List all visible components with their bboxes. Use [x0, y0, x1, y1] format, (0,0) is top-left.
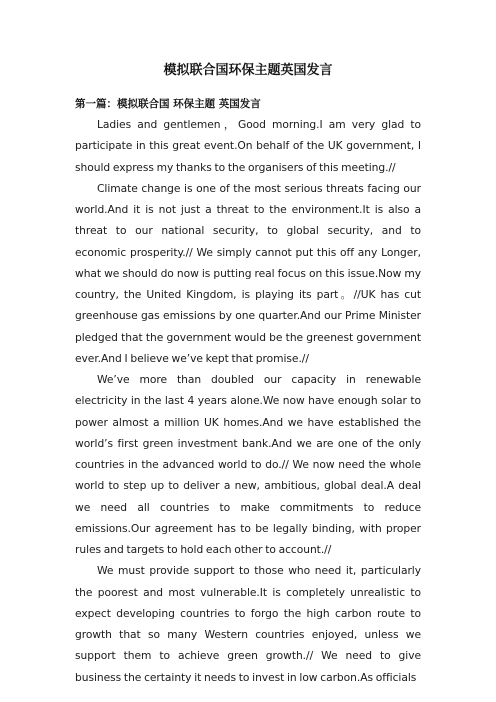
paragraph-3: We’ve more than doubled our capacity in renewable electricity in the last 4 years alone.We now have enough solar to power almost a million UK homes.And we have established the world’s first green investment bank.And we are one of the only countries in the advanced world to do.// We now need the whole world to step up to deliver a new, ambitious, global deal.A deal we need all countries to make commitments to reduce emissions.Our agreement has to be legally binding, with proper rules and targets to hold each other to account.//	[75, 373, 421, 556]
document-title: 模拟联合国环保主题英国发言	[163, 63, 333, 78]
paragraph-4: We must provide support to those who need it, particularly the poorest and most vulnerable.It is completely unrealistic to expect developing countries to forgo the high carbon route to growth that so many Western countries enjoyed, unless we support them to achieve green growth.// We need to give business the certainty it needs to invest in low carbon.As officials	[75, 564, 421, 684]
paragraph-2: Climate change is one of the most serious threats facing our world.And it is not just a threat to the environment.It is also a threat to our national security, to global security, and to economic prosperity.// We simply cannot put this off any Longer, what we should do now is putting real focus on this issue.Now my country, the United Kingdom, is playing its part。//UK has cut greenhouse gas emissions by one quarter.And our Prime Minister pledged that the government would be the greenest government ever.And I believe we’ve kept that promise.//	[75, 181, 421, 365]
paragraph-1: Ladies and gentlemen，Good morning.I am very glad to participate in this great event.On behalf of the UK government, I should express my thanks to the organisers of this meeting.//	[75, 118, 421, 174]
section-heading: 第一篇：模拟联合国 环保主题 英国发言	[75, 98, 261, 110]
document-body	[75, 114, 421, 688]
